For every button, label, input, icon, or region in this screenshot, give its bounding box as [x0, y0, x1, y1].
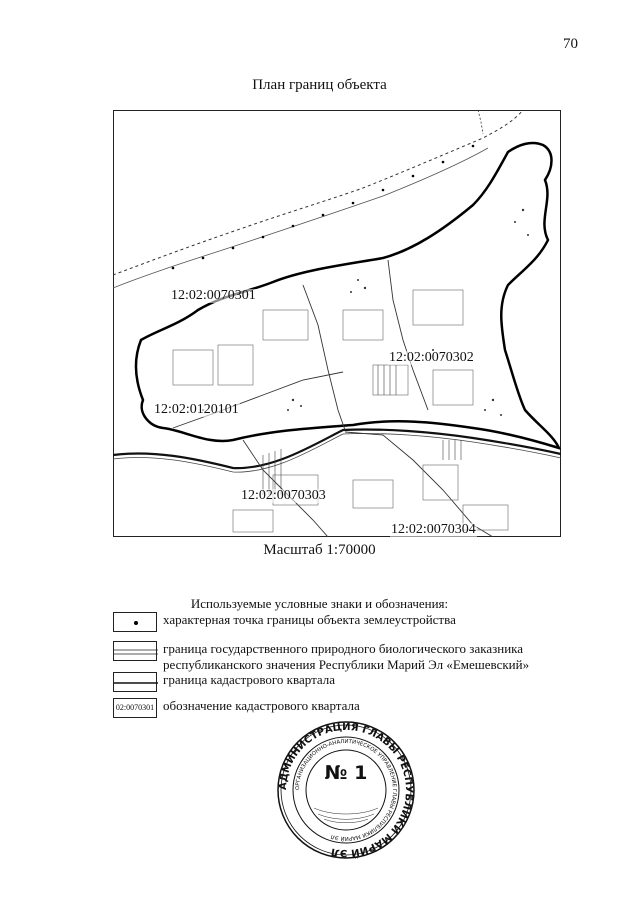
- cadastral-label: 12:02:0070302: [389, 350, 474, 365]
- point-marker-icon: [113, 612, 157, 632]
- legend-item: [113, 698, 553, 720]
- page-number: 70: [563, 36, 578, 52]
- boundary-map: [113, 110, 561, 537]
- double-line-icon: [113, 641, 157, 661]
- legend-item: [113, 672, 553, 694]
- legend-item: [113, 641, 553, 675]
- legend-title: Используемые условные знаки и обозначения:: [190, 596, 449, 611]
- svg-text:АДМИНИСТРАЦИЯ ГЛАВЫ РЕСПУБЛИКИ: АДМИНИСТРАЦИЯ ГЛАВЫ РЕСПУБЛИКИ МАРИЙ ЭЛ: [277, 721, 415, 859]
- official-seal: [276, 720, 416, 860]
- legend-item: [113, 612, 553, 634]
- svg-text:ОРГАНИЗАЦИОННО-АНАЛИТИЧЕСКОЕ У: ОРГАНИЗАЦИОННО-АНАЛИТИЧЕСКОЕ УПРАВЛЕНИЕ ГЛАВЫ РЕСПУБЛИКИ МАРИЙ ЭЛ: [294, 738, 398, 842]
- seal-drawing: [276, 720, 416, 860]
- single-line-icon: [113, 672, 157, 692]
- cadastral-label: 12:02:0070303: [241, 488, 326, 503]
- legend-item-text: граница государственного природного биологического заказника республиканского значения Республики Марий Эл «Емешевский»: [163, 641, 530, 672]
- legend-item-text: граница кадастрового квартала: [163, 672, 336, 687]
- page-title: План границ объекта: [252, 77, 387, 93]
- cadastral-label: 12:02:0070304: [391, 522, 476, 537]
- legend-item-text: характерная точка границы объекта землеустройства: [163, 612, 456, 627]
- legend-item-text: обозначение кадастрового квартала: [163, 698, 360, 713]
- map-scale: Масштаб 1:70000: [263, 542, 376, 558]
- cadastral-label: 12:02:0120101: [154, 402, 239, 417]
- cadastral-code-box: 02:0070301: [113, 698, 157, 718]
- cadastral-label: 12:02:0070301: [171, 288, 256, 303]
- map-drawing: [113, 110, 561, 537]
- seal-number: № 1: [324, 762, 368, 784]
